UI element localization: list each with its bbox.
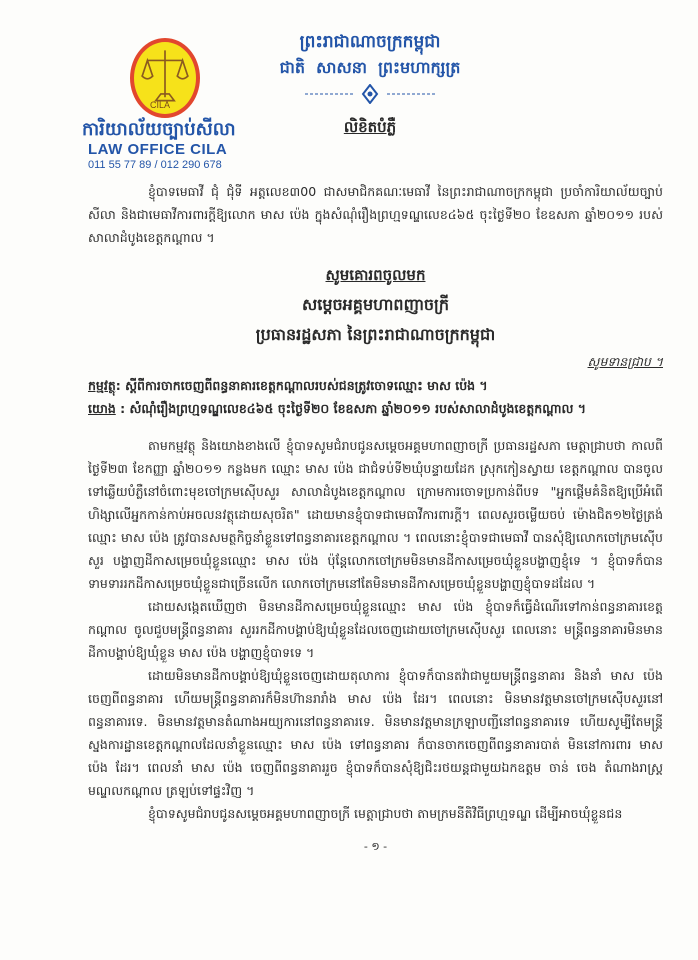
body-paragraph-3: ដោយមិនមានដីកាបង្គាប់ឱ្យឃុំខ្លួនចេញដោយតុលាការ ខ្ញុំបាទក៏បានតវ៉ាជាមួយមន្ត្រីពន្ធនាគារ និងនាំ មាស ប៉េង ចេញពីពន្ធនាគារ ហើយមន្ត្រីពន្ធនាគារក៏មិនហ៊ានរារាំង មាស ប៉េង ដែរ។ ពេលនោះ មិនមានវត្តមានចៅក្រមស៊ើបសួរនៅពន្ធនាគារទេ. មិនមានវត្តមានតំណាងអយ្យការនៅពន្ធនាគារទេ. មិនមានវត្តមានក្រឡាបញ្ជីនៅពន្ធនាគារទេ ហើយសូម្បីតែមន្ត្រីស្នងការដ្ឋានខេត្តកណ្តាលដែលនាំខ្លួនឈ្មោះ មាស ប៉េង ទៅពន្ធនាគារ ក៏បានចាកចេញពីពន្ធនាគារបាត់ មិននៅការពារ មាស ប៉េង ដែរ។ ពេលនាំ មាស ប៉េង ចេញពីពន្ធនាគាររួច ខ្ញុំបាទក៏បានសុំឱ្យជិះរថយន្តជាមួយឯកឧត្តម ចាន់ ចេង តំណាងរាស្ត្រមណ្ឌលកណ្តាល ត្រឡប់ទៅផ្ទះវិញ ។ xyxy=(88,668,663,799)
intro-paragraph: ខ្ញុំបាទមេធាវី ជុំ ជុំទី អត្តលេខ៣00 ជាសមាជិកគណៈមេធាវី នៃព្រះរាជាណាចក្រកម្ពុជា ប្រចាំការិយាល័យច្បាប់ សីលា និងជាមេធាវីការពារក្តីឱ្យលោក មាស ប៉េង ក្នុងសំណុំរឿងព្រហ្មទណ្ឌលេខ៤៦៥ ចុះថ្ងៃទី២០ ខែឧសភា ឆ្នាំ២០១១ របស់សាលាដំបូងខេត្តកណ្តាល ។ xyxy=(88,184,663,245)
letterhead xyxy=(0,0,698,170)
body-paragraph-1: តាមកម្មវត្ថុ និងយោងខាងលើ ខ្ញុំបាទសូមជំរាបជូនសម្តេចអគ្គមហាពញាចក្រី ប្រធានរដ្ឋសភា មេត្តាជ្រាបថា កាលពីថ្ងៃទី២៣ ខែកញ្ញា ឆ្នាំ២០១១ កន្លងមក ឈ្មោះ មាស ប៉េង ជាជំទប់ទី២ឃុំបន្ទាយដែក ស្រុកកៀនស្វាយ ខេត្តកណ្តាល បានចូលទៅឆ្លើយបំភ្លឺនៅចំពោះមុខចៅក្រមស៊ើបសួរ សាលាដំបូងខេត្តកណ្តាល ក្រោមការចោទប្រកាន់ពីបទ "អ្នកផ្តើមគំនិតឱ្យប្រើអំពើហិង្សាលើអ្នកកាន់កាប់អចលនវត្ថុដោយសុចរិត" ដោយមានខ្ញុំបាទជាមេធាវីការពារក្តី។ ពេលសួរចម្លើយចប់ ម៉ោងជិត១២ថ្ងៃត្រង់ ឈ្មោះ មាស ប៉េង ត្រូវបានសមត្ថកិច្ចនាំខ្លួនទៅពន្ធនាគារខេត្តកណ្តាល ។ ពេលនោះខ្ញុំបាទជាមេធាវី បានសុំឱ្យលោកចៅក្រមស៊ើបសួរ បង្ហាញដីកាសម្រេចឃុំខ្លួនឈ្មោះ មាស ប៉េង ប៉ុន្តែលោកចៅក្រមមិនមានដីកាសម្រេចឃុំខ្លួនបង្ហាញខ្ញុំទេ ។ ខ្ញុំបាទក៏បានទាមទាររកដីកាសម្រេចឃុំខ្លួនជាច្រើនលើក លោកចៅក្រមនៅតែមិនមានដីកាសម្រេចឃុំខ្លួនបង្ហាញខ្ញុំបាទដដែល ។ xyxy=(88,438,663,592)
subject-line xyxy=(88,374,663,397)
document-title: លិខិតបំភ្លឺ xyxy=(343,117,397,136)
reference-label: យោង xyxy=(88,401,116,417)
salutation-line-1: សូមគោរពចូលមក xyxy=(325,266,426,284)
page-number: - ១ - xyxy=(363,840,388,854)
cila-logo xyxy=(130,38,200,118)
salutation-note: សូមទានជ្រាប ។ xyxy=(587,354,663,370)
law-office-block xyxy=(82,38,262,172)
subject-text: : ស្តីពីការចាកចេញពីពន្ធនាគារខេត្តកណ្តាលរបស់ជនត្រូវចោទឈ្មោះ មាស ប៉េង ។ xyxy=(115,378,488,394)
salutation-line-3: ប្រធានរដ្ឋសភា នៃព្រះរាជាណាចក្រកម្ពុជា xyxy=(255,324,496,344)
office-phone: 011 55 77 89 / 012 290 678 xyxy=(88,158,222,171)
ornament-divider-icon xyxy=(305,84,435,104)
logo-text: CILA xyxy=(150,100,171,110)
office-name-english: LAW OFFICE CILA xyxy=(88,141,228,159)
office-name-khmer: ការិយាល័យច្បាប់សីលា xyxy=(82,119,236,140)
reference-line xyxy=(88,397,663,420)
salutation-line-2: សម្តេចអគ្គមហាពញាចក្រី xyxy=(302,294,449,314)
subject-label: កម្មវត្ថុ xyxy=(88,378,116,394)
body-paragraph-2: ដោយសង្កេតឃើញថា មិនមានដីកាសម្រេចឃុំខ្លួនឈ្មោះ មាស ប៉េង ខ្ញុំបាទក៏ធ្វើដំណើរទៅកាន់ពន្ធនាគារខេត្តកណ្តាល ចូលជួបមន្ត្រីពន្ធនាគារ សួររកដីកាបង្គាប់ឱ្យឃុំខ្លួនដែលចេញដោយចៅក្រមស៊ើបសួរ ពេលនោះ មន្ត្រីពន្ធនាគារមិនមានដីកាបង្គាប់ឱ្យឃុំខ្លួន មាស ប៉េង បង្ហាញខ្ញុំបាទទេ ។ xyxy=(88,599,663,661)
national-motto: ជាតិ សាសនា ព្រះមហាក្សត្រ xyxy=(279,57,461,77)
letter-body xyxy=(0,180,698,876)
reference-text: : សំណុំរឿងព្រហ្មទណ្ឌលេខ៤៦៥ ចុះថ្ងៃទី២០ ខែឧសភា ឆ្នាំ២០១១ របស់សាលាដំបូងខេត្តកណ្តាល ។ xyxy=(115,401,586,417)
salutation-note-row xyxy=(88,350,663,374)
body-paragraph-4: ខ្ញុំបាទសូមជំរាបជូនសម្តេចអគ្គមហាពញាចក្រី មេត្តាជ្រាបថា តាមក្រមនីតិវិធីព្រហ្មទណ្ឌ ដើម្បីអាចឃុំខ្លួនជន xyxy=(148,806,623,822)
kingdom-heading: ព្រះរាជាណាចក្រកម្ពុជា xyxy=(299,32,441,52)
national-heading-block xyxy=(270,30,470,138)
